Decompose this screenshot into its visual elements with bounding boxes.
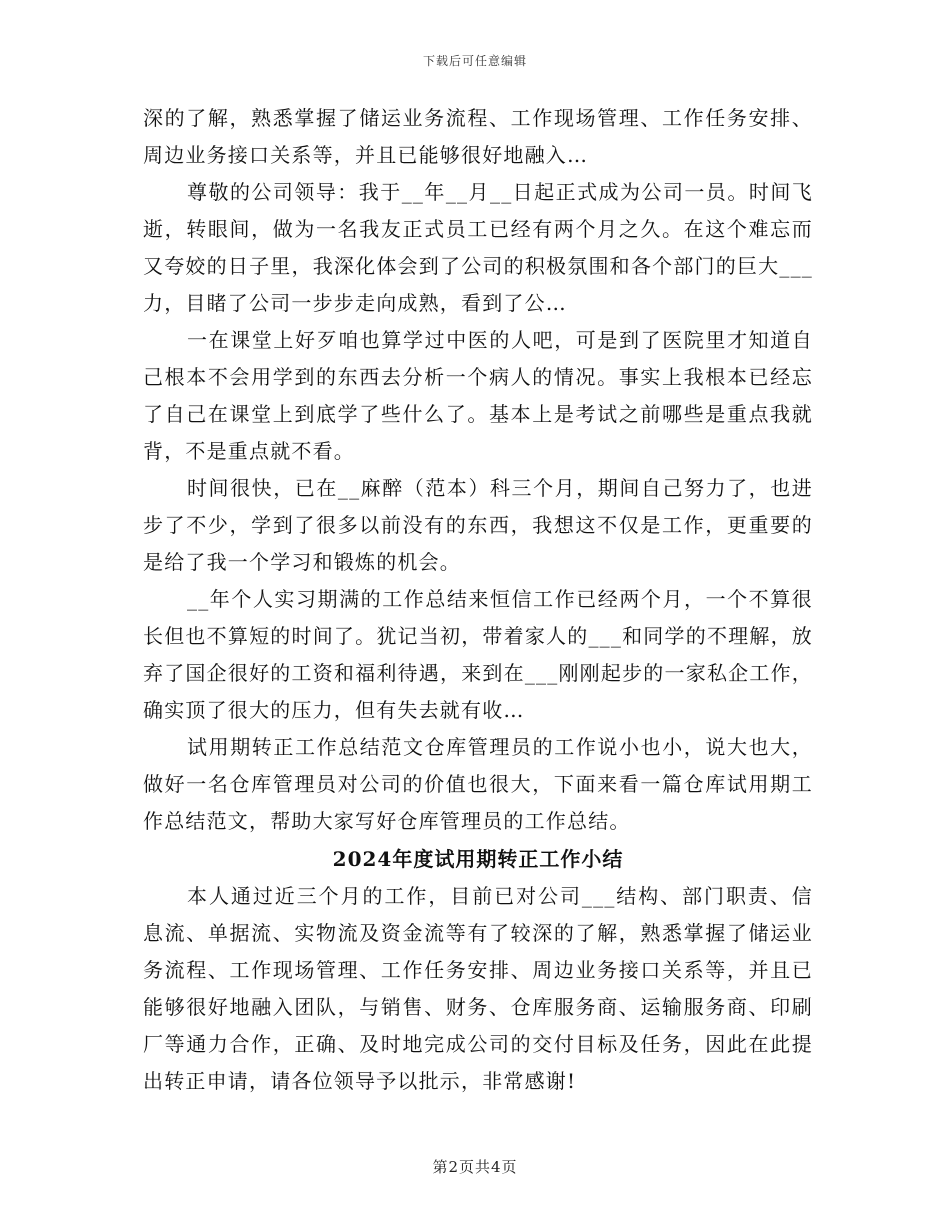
paragraph: 本人通过近三个月的工作，目前已对公司___结构、部门职责、信息流、单据流、实物流及资金流等有了较深的了解，熟悉掌握了储运业务流程、工作现场管理、工作任务安排、周边业务接口关系等，并且已能够很好地融入团队，与销售、财务、仓库服务商、运输服务商、印刷厂等通力合作，正确、及时地完成公司的交付目标及任务，因此在此提出转正申请，请各位领导予以批示，非常感谢! — [143, 884, 813, 1093]
paragraph: __年个人实习期满的工作总结来恒信工作已经两个月，一个不算很长但也不算短的时间了。犹记当初，带着家人的___和同学的不理解，放弃了国企很好的工资和福利待遇，来到在___刚刚起步的一家私企工作，确实顶了很大的压力，但有失去就有收… — [143, 587, 813, 722]
paragraph: 试用期转正工作总结范文仓库管理员的工作说小也小，说大也大，做好一名仓库管理员对公司的价值也很大，下面来看一篇仓库试用期工作总结范文，帮助大家写好仓库管理员的工作总结。 — [143, 735, 813, 833]
document-body — [143, 100, 813, 1100]
section-heading: 2024年度试用期转正工作小结 — [332, 847, 624, 871]
page-footer: 第2页共4页 — [432, 1158, 518, 1176]
paragraph: 时间很快，已在__麻醉（范本）科三个月，期间自己努力了，也进步了不少，学到了很多以前没有的东西，我想这不仅是工作，更重要的是给了我一个学习和锻炼的机会。 — [143, 476, 813, 574]
paragraph: 一在课堂上好歹咱也算学过中医的人吧，可是到了医院里才知道自己根本不会用学到的东西去分析一个病人的情况。事实上我根本已经忘了自己在课堂上到底学了些什么了。基本上是考试之前哪些是重点我就背，不是重点就不看。 — [143, 328, 813, 463]
page-header: 下载后可任意编辑 — [422, 54, 527, 68]
paragraph-continued: 深的了解，熟悉掌握了储运业务流程、工作现场管理、工作任务安排、周边业务接口关系等，并且已能够很好地融入… — [143, 106, 813, 167]
paragraph: 尊敬的公司领导：我于__年__月__日起正式成为公司一员。时间飞逝，转眼间，做为一名我友正式员工已经有两个月之久。在这个难忘而又夸姣的日子里，我深化体会到了公司的积极氛围和各个部门的巨大___力，目睹了公司一步步走向成熟，看到了公… — [143, 180, 813, 315]
